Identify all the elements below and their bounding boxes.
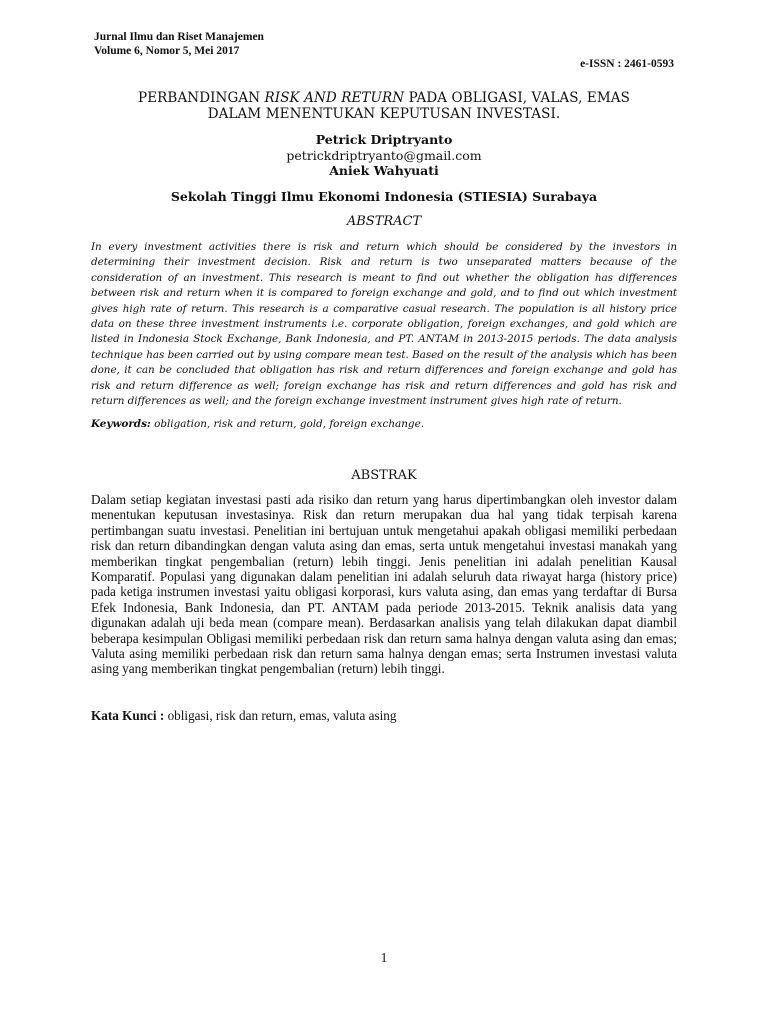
keywords-list-id: obligasi, risk dan return, emas, valuta asing xyxy=(164,708,397,723)
title-line-1 xyxy=(90,90,678,106)
journal-volume: Volume 6, Nomor 5, Mei 2017 xyxy=(94,45,240,57)
title-part-1: PERBANDINGAN xyxy=(138,90,265,106)
abstract-heading: ABSTRACT xyxy=(346,214,422,229)
paper-title xyxy=(90,90,678,122)
title-line-2: DALAM MENENTUKAN KEPUTUSAN INVESTASI. xyxy=(207,106,561,122)
abstract-body-id: Dalam setiap kegiatan investasi pasti ada risiko dan return yang harus dipertimbangkan oleh investor dalam menentukan keputusan investasinya. Risk dan return merupakan dua hal yang tidak terpisah karena pertimbangan suatu investasi. Penelitian ini bertujuan untuk mengetahui apakah obligasi memiliki perbedaan risk dan return dibandingkan dengan valuta asing dan emas, serta untuk mengetahui investasi manakah yang memberikan tingkat pengembalian (return) lebih tinggi. Jenis penelitian ini adalah penelitian Kausal Komparatif. Populasi yang digunakan dalam penelitian ini adalah seluruh data riwayat harga (history price) pada ketiga instrumen investasi yaitu obligasi korporasi, kurs valuta asing, dan emas yang terdaftar di Bursa Efek Indonesia, Bank Indonesia, dan PT. ANTAM pada periode 2013-2015. Teknik analisis data yang digunakan adalah uji beda mean (compare mean). Berdasarkan analisis yang telah dilakukan dapat diambil beberapa kesimpulan Obligasi memiliki perbedaan risk dan return sama halnya dengan valuta asing dan emas; Valuta asing memiliki perbedaan risk dan return sama halnya dengan emas; serta Instrumen investasi valuta asing yang memberikan tingkat pengembalian (return) lebih tinggi. xyxy=(91,492,677,677)
page-number: 1 xyxy=(380,950,388,965)
author-1: Petrick Driptryanto xyxy=(315,132,453,147)
title-italic: RISK AND RETURN xyxy=(264,90,405,106)
keywords-en xyxy=(91,417,677,432)
keywords-list-en: obligation, risk and return, gold, foreign exchange. xyxy=(150,418,425,430)
author-2: Aniek Wahyuati xyxy=(329,163,439,178)
affiliation: Sekolah Tinggi Ilmu Ekonomi Indonesia (STIESIA) Surabaya xyxy=(170,189,598,204)
keywords-id xyxy=(91,708,677,723)
abstrak-heading: ABSTRAK xyxy=(351,468,417,483)
journal-name: Jurnal Ilmu dan Riset Manajemen xyxy=(94,31,264,43)
issn: e-ISSN : 2461-0593 xyxy=(580,58,674,70)
author-email: petrickdriptryanto@gmail.com xyxy=(286,148,482,163)
title-part-2: PADA OBLIGASI, VALAS, EMAS xyxy=(404,90,630,106)
journal-header xyxy=(94,30,264,58)
abstract-body-en: In every investment activities there is risk and return which should be considered by the investors in determining their investment decision. Risk and return is two unseparated matters because of the consideration of an investment. This research is meant to find out whether the obligation has differences between risk and return when it is compared to foreign exchange and gold, and to find out which investment gives high rate of return. This research is a comparative casual research. The population is all history price data on these three investment instruments i.e. corporate obligation, foreign exchanges, and gold which are listed in Indonesia Stock Exchange, Bank Indonesia, and PT. ANTAM in 2013-2015 periods. The data analysis technique has been carried out by using compare mean test. Based on the result of the analysis which has been done, it can be concluded that obligation has risk and return differences and foreign exchange and gold has risk and return difference as well; foreign exchange has risk and return differences and gold has risk and return differences as well; and the foreign exchange investment instrument gives high rate of return. xyxy=(91,241,677,408)
keywords-label-id: Kata Kunci : xyxy=(91,708,165,723)
keywords-label-en: Keywords: xyxy=(91,418,151,430)
